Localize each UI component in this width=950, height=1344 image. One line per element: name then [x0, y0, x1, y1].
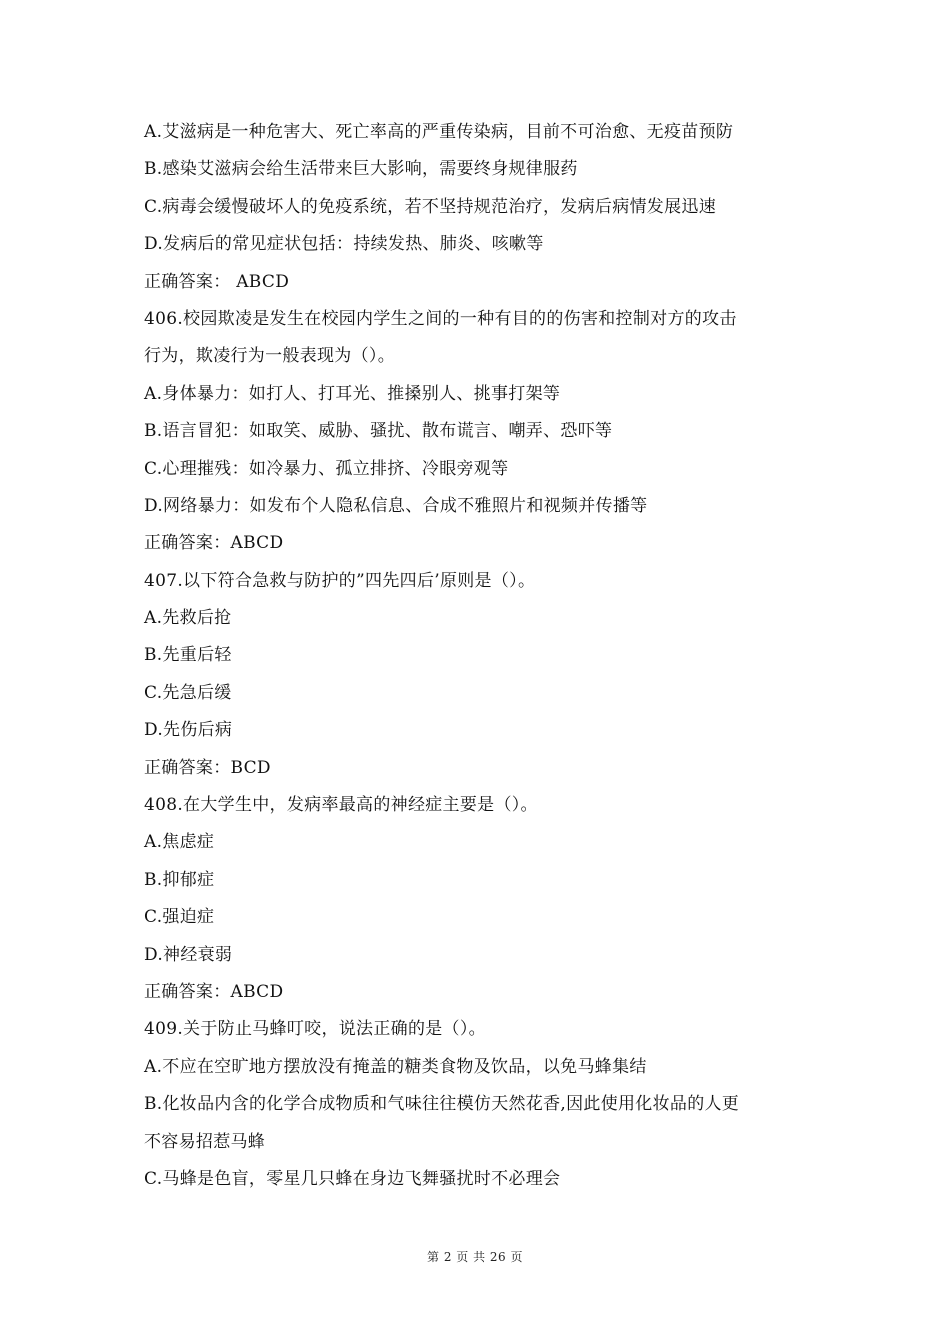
option-line: C.强迫症: [144, 907, 215, 928]
question-line: 407.以下符合急救与防护的”四先四后’原则是（）。: [144, 570, 536, 591]
option-line: B.先重后轻: [144, 645, 232, 666]
answer-line: 正确答案： ABCD: [144, 271, 290, 292]
option-line: A.艾滋病是一种危害大、死亡率高的严重传染病，目前不可治愈、无疫苗预防: [144, 122, 734, 142]
question-line: 408.在大学生中，发病率最高的神经症主要是（）。: [144, 795, 538, 816]
question-line: 行为，欺凌行为一般表现为（）。: [144, 346, 395, 367]
option-line: D.网络暴力：如发布个人隐私信息、合成不雅照片和视频并传播等: [144, 495, 648, 516]
answer-line: 正确答案：BCD: [144, 757, 271, 778]
option-line: D.先伤后病: [144, 720, 233, 741]
page-number-footer: 第 2 页 共 26 页: [427, 1250, 523, 1264]
option-line: B.语言冒犯：如取笑、威胁、骚扰、散布谎言、嘲弄、恐吓等: [144, 421, 613, 442]
option-line: A.身体暴力：如打人、打耳光、推搡别人、挑事打架等: [144, 383, 561, 404]
option-line: C.马蜂是色盲，零星几只蜂在身边飞舞骚扰时不必理会: [144, 1168, 561, 1189]
option-line: 不容易招惹马蜂: [144, 1131, 266, 1152]
option-line: D.神经衰弱: [144, 944, 233, 965]
question-line: 409.关于防止马蜂叮咬，说法正确的是（）。: [144, 1019, 486, 1040]
option-line: B.感染艾滋病会给生活带来巨大影响，需要终身规律服药: [144, 159, 578, 180]
question-line: 406.校园欺凌是发生在校园内学生之间的一种有目的的伤害和控制对方的攻击: [144, 308, 737, 329]
option-line: B.化妆品内含的化学合成物质和气味往往模仿天然花香,因此使用化妆品的人更: [144, 1094, 740, 1115]
option-line: A.先救后抢: [144, 608, 232, 629]
option-line: C.心理摧残：如冷暴力、孤立排挤、冷眼旁观等: [144, 458, 509, 479]
option-line: C.先急后缓: [144, 682, 232, 703]
option-line: B.抑郁症: [144, 869, 215, 890]
page-content: [144, 114, 816, 1198]
answer-line: 正确答案：ABCD: [144, 533, 284, 554]
option-line: A.不应在空旷地方摆放没有掩盖的糖类食物及饮品，以免马蜂集结: [144, 1056, 647, 1077]
answer-line: 正确答案：ABCD: [144, 981, 284, 1002]
option-line: D.发病后的常见症状包括：持续发热、肺炎、咳嗽等: [144, 234, 544, 255]
option-line: C.病毒会缓慢破坏人的免疫系统，若不坚持规范治疗，发病后病情发展迅速: [144, 196, 717, 217]
option-line: A.焦虑症: [144, 832, 215, 853]
